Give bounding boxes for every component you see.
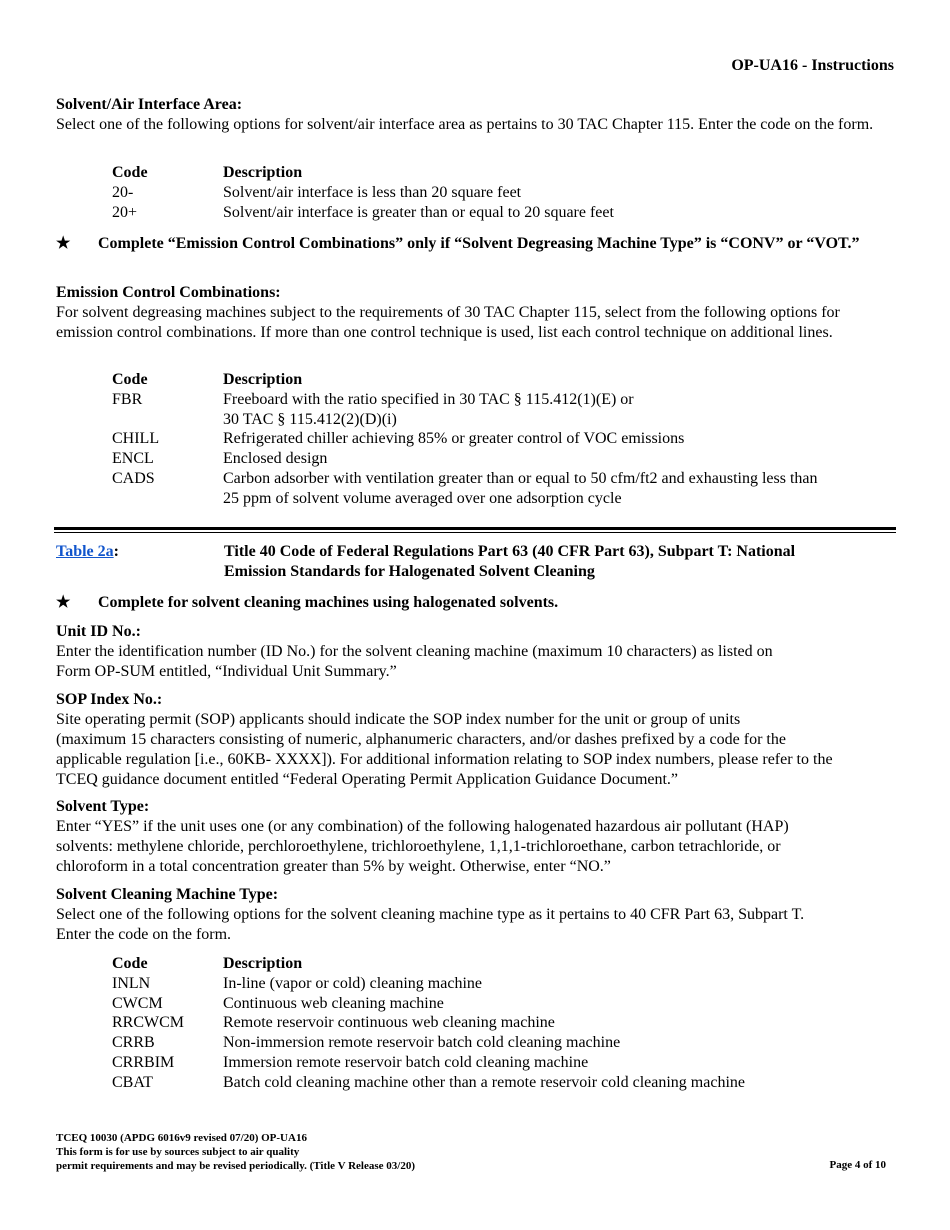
code-cell: CWCM xyxy=(112,994,163,1012)
page-footer xyxy=(56,1131,415,1173)
section-line: applicable regulation [i.e., 60KB- XXXX]). For additional information relating to SOP index numbers, please refer to the xyxy=(56,751,833,768)
description-cell xyxy=(223,469,883,509)
description-line: 25 ppm of solvent volume averaged over one adsorption cycle xyxy=(223,489,622,507)
section-line: Form OP-SUM entitled, “Individual Unit Summary.” xyxy=(56,663,397,680)
description-cell xyxy=(223,390,883,430)
code-cell: CBAT xyxy=(112,1073,153,1091)
code-header: Code xyxy=(112,371,148,388)
section-body: Select one of the following options for solvent/air interface area as pertains to 30 TAC Chapter 115. Enter the code on the form. xyxy=(56,116,874,133)
description-cell: Immersion remote reservoir batch cold cleaning machine xyxy=(223,1053,589,1071)
unit-id-section xyxy=(56,622,926,682)
footer-line: permit requirements and may be revised periodically. (Title V Release 03/20) xyxy=(56,1160,415,1172)
description-cell: Non-immersion remote reservoir batch cold cleaning machine xyxy=(223,1034,621,1052)
table-2a-title xyxy=(224,542,894,582)
star-icon: ★ xyxy=(56,594,71,611)
description-cell: Refrigerated chiller achieving 85% or greater control of VOC emissions xyxy=(223,430,685,448)
table-row xyxy=(112,390,883,430)
table-header-row xyxy=(112,954,883,974)
section-line: TCEQ guidance document entitled “Federal Operating Permit Application Guidance Document.” xyxy=(56,771,679,788)
section-title: Emission Control Combinations: xyxy=(56,284,281,301)
machine-type-section xyxy=(56,885,936,945)
footer-line: TCEQ 10030 (APDG 6016v9 revised 07/20) OP-UA16 xyxy=(56,1132,307,1144)
section-title: Unit ID No.: xyxy=(56,623,141,640)
table-row xyxy=(112,974,883,994)
section-line: Enter “YES” if the unit uses one (or any combination) of the following halogenated hazardous air pollutant (HAP) xyxy=(56,818,789,835)
code-cell: RRCWCM xyxy=(112,1014,185,1032)
description-line: 30 TAC § 115.412(2)(D)(i) xyxy=(223,410,397,428)
description-cell: In-line (vapor or cold) cleaning machine xyxy=(223,974,482,992)
code-cell: CRRB xyxy=(112,1034,155,1052)
table-row xyxy=(112,203,883,223)
section-title: Solvent Type: xyxy=(56,798,150,815)
description-line: Freeboard with the ratio specified in 30 TAC § 115.412(1)(E) or xyxy=(223,390,634,408)
table-2a-title-line: Title 40 Code of Federal Regulations Part 63 (40 CFR Part 63), Subpart T: National xyxy=(224,543,796,560)
code-header: Code xyxy=(112,164,148,181)
description-cell: Remote reservoir continuous web cleaning machine xyxy=(223,1014,555,1032)
emission-control-table xyxy=(112,370,883,509)
description-cell: Continuous web cleaning machine xyxy=(223,994,444,1012)
interface-area-section xyxy=(56,95,896,135)
note-text: Complete for solvent cleaning machines using halogenated solvents. xyxy=(98,594,559,611)
code-cell: CRRBIM xyxy=(112,1053,175,1071)
code-cell: CADS xyxy=(112,469,155,487)
code-cell: CHILL xyxy=(112,430,160,448)
table-header-row xyxy=(112,163,883,183)
page-number: Page 4 of 10 xyxy=(829,1159,886,1171)
table-row xyxy=(112,469,883,509)
description-header: Description xyxy=(223,955,303,972)
section-line: solvents: methylene chloride, perchloroethylene, trichloroethylene, 1,1,1-trichloroethane, carbon tetrachloride, or xyxy=(56,838,781,855)
note-halogenated xyxy=(56,593,896,613)
section-line: Enter the identification number (ID No.) for the solvent cleaning machine (maximum 10 characters) as listed on xyxy=(56,643,773,660)
section-line: Enter the code on the form. xyxy=(56,926,232,943)
table-2a-title-line: Emission Standards for Halogenated Solvent Cleaning xyxy=(224,563,595,580)
table-2a-label xyxy=(56,542,119,562)
table-row xyxy=(112,1073,883,1093)
footer-line: This form is for use by sources subject to air quality xyxy=(56,1146,300,1158)
description-cell: Solvent/air interface is less than 20 square feet xyxy=(223,183,522,201)
description-header: Description xyxy=(223,371,303,388)
code-cell: INLN xyxy=(112,974,151,992)
machine-type-table xyxy=(112,954,883,1093)
table-row xyxy=(112,994,883,1014)
code-cell: FBR xyxy=(112,390,143,408)
description-cell: Solvent/air interface is greater than or equal to 20 square feet xyxy=(223,203,614,221)
solvent-type-section xyxy=(56,797,936,877)
section-line: Select one of the following options for the solvent cleaning machine type as it pertains to 40 CFR Part 63, Subpart T. xyxy=(56,906,805,923)
section-title: Solvent/Air Interface Area: xyxy=(56,96,243,113)
section-body: For solvent degreasing machines subject to the requirements of 30 TAC Chapter 115, select from the following options for emission control combinations. If more than one control technique is used, list each control technique on additional lines. xyxy=(56,304,840,341)
table-row xyxy=(112,1053,883,1073)
star-icon: ★ xyxy=(56,235,71,252)
table-row xyxy=(112,1033,883,1053)
interface-area-table xyxy=(112,163,883,222)
code-cell: 20- xyxy=(112,183,134,201)
section-title: Solvent Cleaning Machine Type: xyxy=(56,886,279,903)
section-line: Site operating permit (SOP) applicants should indicate the SOP index number for the unit or group of units xyxy=(56,711,741,728)
table-row xyxy=(112,429,883,449)
description-line: Carbon adsorber with ventilation greater than or equal to 50 cfm/ft2 and exhausting less than xyxy=(223,469,818,487)
table-row xyxy=(112,449,883,469)
page-header-title: OP-UA16 - Instructions xyxy=(731,57,894,74)
table-row xyxy=(112,1013,883,1033)
description-cell: Batch cold cleaning machine other than a remote reservoir cold cleaning machine xyxy=(223,1073,745,1091)
note-emission-control xyxy=(56,234,896,274)
table-row xyxy=(112,183,883,203)
description-header: Description xyxy=(223,164,303,181)
code-header: Code xyxy=(112,955,148,972)
section-divider xyxy=(54,527,896,530)
section-divider-thin xyxy=(54,532,896,533)
sop-index-section xyxy=(56,690,936,790)
note-text: Complete “Emission Control Combinations” only if “Solvent Degreasing Machine Type” is “CONV” or “VOT.” xyxy=(98,235,860,252)
section-line: chloroform in a total concentration greater than 5% by weight. Otherwise, enter “NO.” xyxy=(56,858,611,875)
code-cell: 20+ xyxy=(112,203,138,221)
code-cell: ENCL xyxy=(112,450,154,468)
section-line: (maximum 15 characters consisting of numeric, alphanumeric characters, and/or dashes prefixed by a code for the xyxy=(56,731,786,748)
section-title: SOP Index No.: xyxy=(56,691,163,708)
table-2a-colon: : xyxy=(113,543,119,560)
table-2a-link[interactable]: Table 2a xyxy=(56,543,114,560)
emission-control-section xyxy=(56,283,892,343)
table-header-row xyxy=(112,370,883,390)
description-cell: Enclosed design xyxy=(223,450,328,468)
